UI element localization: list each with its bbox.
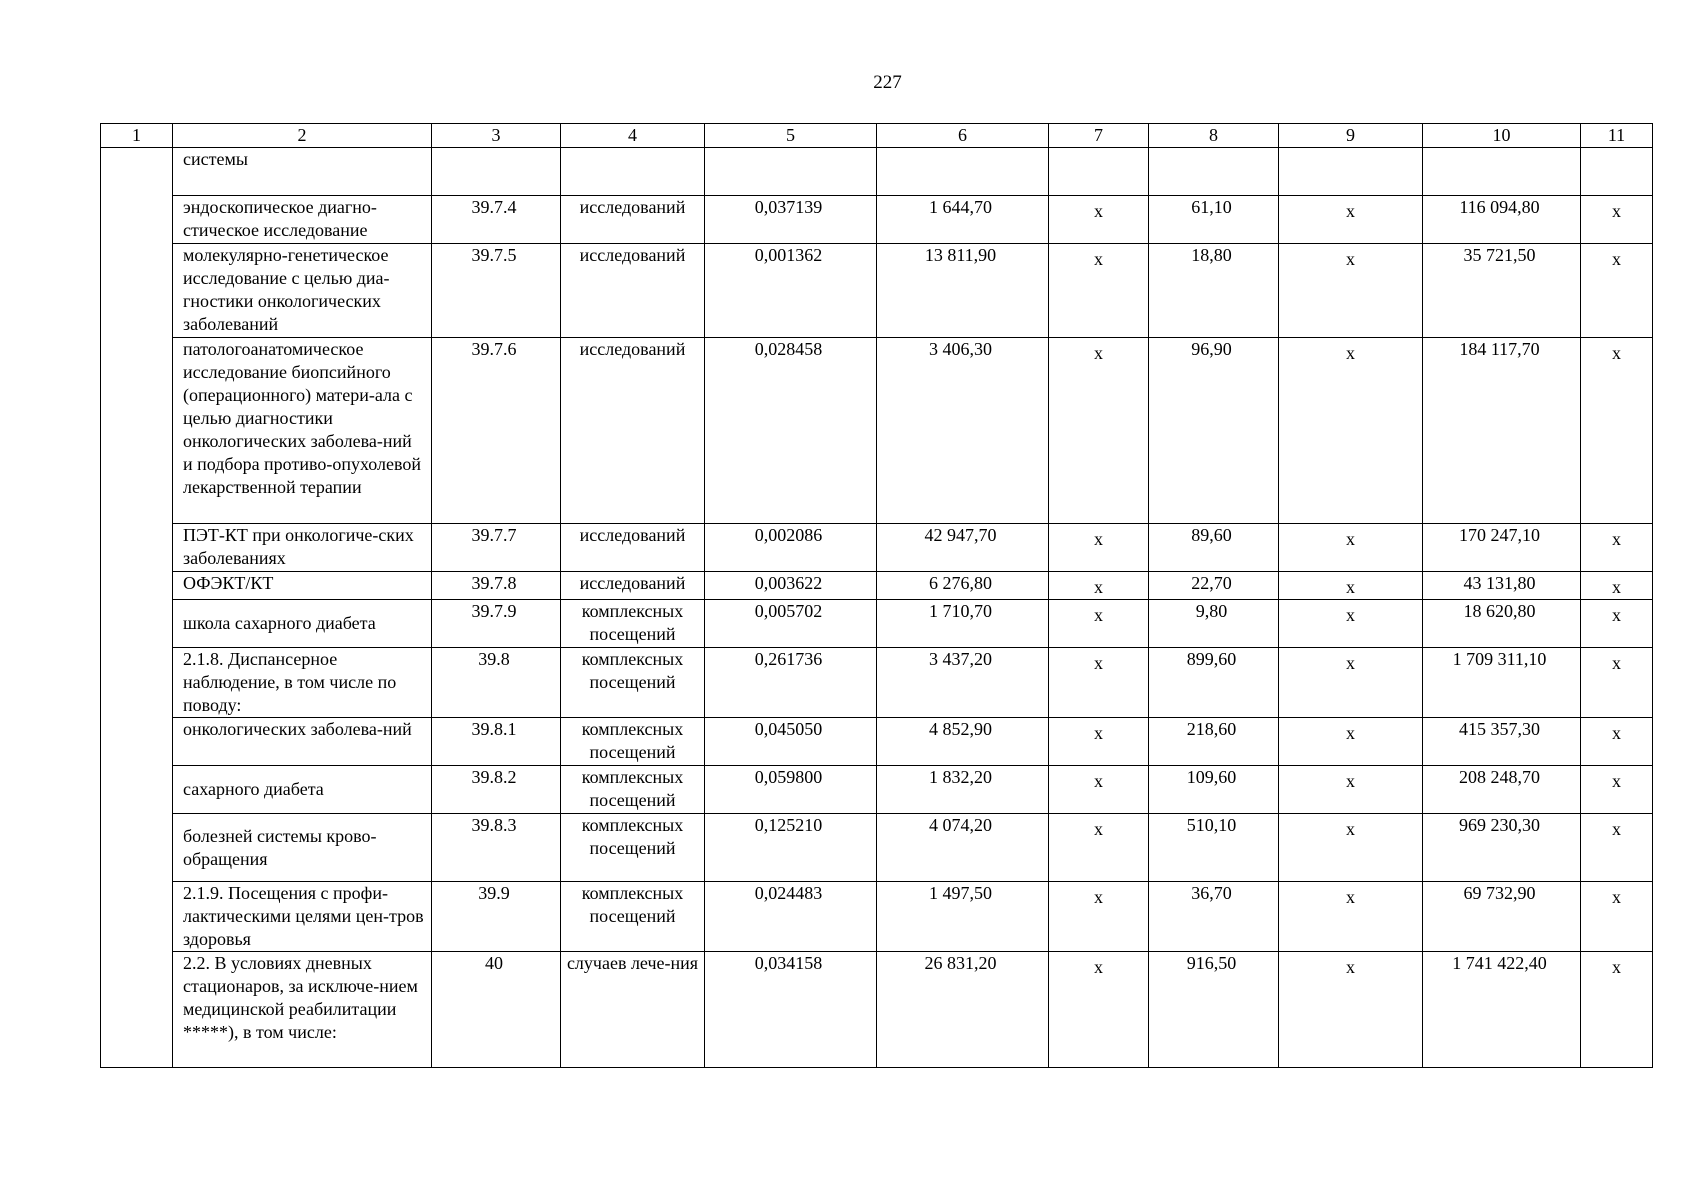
table-row	[101, 524, 1653, 572]
cell-volume	[705, 952, 877, 1068]
cell-col7	[1049, 882, 1149, 952]
cell-name	[173, 572, 432, 600]
cell-volume	[705, 766, 877, 814]
cell-col11-text: х	[1612, 201, 1621, 221]
cell-cost-text: 4 852,90	[929, 719, 992, 739]
cell-volume	[705, 600, 877, 648]
cell-col10-text: 969 230,30	[1459, 815, 1540, 835]
cell-name	[173, 718, 432, 766]
cell-col11	[1581, 524, 1653, 572]
header-row	[101, 124, 1653, 148]
column-header: 5	[705, 124, 877, 148]
cell-volume	[705, 648, 877, 718]
cell-col8	[1149, 572, 1279, 600]
cell-name-text: ОФЭКТ/КТ	[183, 573, 274, 593]
cell-col7-text: х	[1094, 957, 1103, 977]
cell-col11-text: х	[1612, 577, 1621, 597]
cell-col7	[1049, 766, 1149, 814]
cell-col10-text: 184 117,70	[1459, 339, 1540, 359]
cell-col10	[1423, 766, 1581, 814]
cell-col8	[1149, 524, 1279, 572]
column-header: 3	[432, 124, 561, 148]
cell-name	[173, 244, 432, 338]
cell-code	[432, 814, 561, 882]
cell-code-text: 39.7.6	[471, 339, 517, 359]
cell-col10-text: 35 721,50	[1463, 245, 1536, 265]
cell-col7	[1049, 572, 1149, 600]
cell-name	[173, 148, 432, 196]
cell-col9-text: х	[1346, 605, 1355, 625]
table-row	[101, 600, 1653, 648]
cell-col7-text: х	[1094, 249, 1103, 269]
cell-volume	[705, 718, 877, 766]
table-row	[101, 766, 1653, 814]
cell-col9-text: х	[1346, 771, 1355, 791]
cell-col8	[1149, 338, 1279, 524]
cell-volume-text: 0,005702	[754, 601, 823, 621]
cell-code-text: 39.7.4	[471, 197, 517, 217]
cell-unit	[561, 148, 705, 196]
cell-col10-text: 69 732,90	[1463, 883, 1536, 903]
cell-col9	[1279, 882, 1423, 952]
cell-col8-text: 510,10	[1186, 815, 1237, 835]
cell-col9	[1279, 766, 1423, 814]
cell-col10	[1423, 952, 1581, 1068]
cell-col7-text: х	[1094, 577, 1103, 597]
cell-col11	[1581, 766, 1653, 814]
cell-volume	[705, 244, 877, 338]
cell-unit: комплексных посещений	[561, 814, 705, 882]
cell-col1	[101, 814, 173, 882]
cell-col9-text	[1279, 148, 1422, 152]
cell-col7	[1049, 148, 1149, 196]
cell-col7-text: х	[1094, 723, 1103, 743]
cell-cost-text: 1 710,70	[929, 601, 992, 621]
cell-col1	[101, 882, 173, 952]
cell-cost	[877, 572, 1049, 600]
cell-col8	[1149, 600, 1279, 648]
cell-volume-text: 0,028458	[754, 339, 823, 359]
cell-col9-text: х	[1346, 887, 1355, 907]
cell-cost-text: 1 832,20	[929, 767, 992, 787]
cell-cost	[877, 338, 1049, 524]
cell-col11	[1581, 148, 1653, 196]
cell-col10-text: 170 247,10	[1459, 525, 1540, 545]
cell-col10	[1423, 244, 1581, 338]
cell-code	[432, 196, 561, 244]
cell-col10	[1423, 718, 1581, 766]
cell-code	[432, 952, 561, 1068]
cell-unit: исследований	[561, 196, 705, 244]
cell-col11-text: х	[1612, 819, 1621, 839]
cell-col8	[1149, 952, 1279, 1068]
cell-col9	[1279, 952, 1423, 1068]
cell-col8-text: 89,60	[1191, 525, 1232, 545]
cell-col11-text: х	[1612, 529, 1621, 549]
cell-cost	[877, 952, 1049, 1068]
cell-code-text: 39.7.8	[471, 573, 517, 593]
cell-volume-text: 0,037139	[754, 197, 823, 217]
cell-col11-text: х	[1612, 887, 1621, 907]
table-row	[101, 338, 1653, 524]
cell-volume-text: 0,001362	[754, 245, 823, 265]
cell-cost-text: 1 497,50	[929, 883, 992, 903]
cell-volume-text: 0,045050	[754, 719, 823, 739]
cell-col1	[101, 648, 173, 718]
cell-col9	[1279, 524, 1423, 572]
cell-name	[173, 338, 432, 524]
cell-volume	[705, 882, 877, 952]
cell-col9	[1279, 338, 1423, 524]
cell-code-text: 40	[485, 953, 503, 973]
column-header: 2	[173, 124, 432, 148]
cell-col10	[1423, 338, 1581, 524]
cell-unit: комплексных посещений	[561, 648, 705, 718]
table-row	[101, 148, 1653, 196]
cell-name-text: ПЭТ-КТ при онкологиче-ских заболеваниях	[183, 525, 414, 568]
cell-col11-text: х	[1612, 605, 1621, 625]
cell-name-text: эндоскопическое диагно-стическое исследование	[183, 197, 377, 240]
cell-col1	[101, 196, 173, 244]
cell-col7	[1049, 338, 1149, 524]
cell-col11-text: х	[1612, 723, 1621, 743]
cell-name	[173, 882, 432, 952]
cell-cost-text: 13 811,90	[924, 245, 997, 265]
cell-code	[432, 882, 561, 952]
cell-col7	[1049, 952, 1149, 1068]
cell-col8-text: 96,90	[1191, 339, 1232, 359]
cell-volume	[705, 572, 877, 600]
cell-col7	[1049, 196, 1149, 244]
cell-name-text: 2.1.9. Посещения с профи-лактическими целями цен-тров здоровья	[183, 883, 424, 949]
cell-col7	[1049, 648, 1149, 718]
cell-code	[432, 718, 561, 766]
column-header: 10	[1423, 124, 1581, 148]
cell-name-text: молекулярно-генетическое исследование с целью диа-гностики онкологических заболеваний	[183, 245, 390, 334]
cell-col10	[1423, 648, 1581, 718]
cell-code	[432, 600, 561, 648]
cell-col1	[101, 148, 173, 196]
cell-col11	[1581, 338, 1653, 524]
table-row	[101, 952, 1653, 1068]
data-table	[100, 123, 1653, 1068]
cell-col7-text: х	[1094, 653, 1103, 673]
cell-col7-text: х	[1094, 343, 1103, 363]
cell-col11-text	[1581, 148, 1652, 152]
cell-col10	[1423, 148, 1581, 196]
table-row	[101, 244, 1653, 338]
cell-col8-text: 9,80	[1195, 601, 1228, 621]
cell-col9	[1279, 148, 1423, 196]
cell-cost	[877, 718, 1049, 766]
cell-unit: исследований	[561, 572, 705, 600]
cell-col1	[101, 572, 173, 600]
cell-col9	[1279, 600, 1423, 648]
cell-col7	[1049, 524, 1149, 572]
cell-col1	[101, 718, 173, 766]
cell-col1	[101, 952, 173, 1068]
cell-name	[173, 766, 432, 814]
cell-col9-text: х	[1346, 577, 1355, 597]
cell-col11-text: х	[1612, 771, 1621, 791]
cell-col7	[1049, 814, 1149, 882]
cell-col8-text: 18,80	[1191, 245, 1232, 265]
cell-col7-text: х	[1094, 771, 1103, 791]
cell-unit: случаев лече-ния	[561, 952, 705, 1068]
cell-cost	[877, 882, 1049, 952]
cell-col8-text: 899,60	[1186, 649, 1237, 669]
cell-col9-text: х	[1346, 957, 1355, 977]
cell-cost	[877, 600, 1049, 648]
cell-name	[173, 814, 432, 882]
cell-col10	[1423, 882, 1581, 952]
table-row	[101, 648, 1653, 718]
cell-col8-text: 218,60	[1186, 719, 1237, 739]
cell-col9	[1279, 814, 1423, 882]
cell-col7	[1049, 718, 1149, 766]
cell-col9-text: х	[1346, 723, 1355, 743]
cell-col11	[1581, 244, 1653, 338]
cell-cost	[877, 148, 1049, 196]
cell-col11	[1581, 196, 1653, 244]
cell-col10-text: 116 094,80	[1459, 197, 1540, 217]
cell-col7-text	[1049, 148, 1148, 152]
cell-cost-text: 1 644,70	[929, 197, 992, 217]
cell-volume	[705, 338, 877, 524]
cell-col10	[1423, 572, 1581, 600]
cell-col1	[101, 524, 173, 572]
cell-name	[173, 524, 432, 572]
column-header: 1	[101, 124, 173, 148]
cell-code-text: 39.8.3	[471, 815, 517, 835]
cell-code	[432, 338, 561, 524]
cell-col7-text: х	[1094, 819, 1103, 839]
cell-cost-text: 3 437,20	[929, 649, 992, 669]
cell-col8	[1149, 718, 1279, 766]
cell-col8-text: 22,70	[1191, 573, 1232, 593]
table-row	[101, 718, 1653, 766]
cell-col10-text: 18 620,80	[1463, 601, 1536, 621]
cell-code-text: 39.8.2	[471, 767, 517, 787]
cell-volume-text: 0,003622	[754, 573, 823, 593]
cell-col7-text: х	[1094, 605, 1103, 625]
cell-code	[432, 524, 561, 572]
cell-cost	[877, 766, 1049, 814]
page-number: 227	[873, 72, 902, 93]
cell-col9-text: х	[1346, 201, 1355, 221]
cell-cost-text: 26 831,20	[924, 953, 997, 973]
cell-col8	[1149, 244, 1279, 338]
column-header: 11	[1581, 124, 1653, 148]
cell-col11	[1581, 952, 1653, 1068]
cell-cost-text: 3 406,30	[929, 339, 992, 359]
cell-col9	[1279, 718, 1423, 766]
cell-col9	[1279, 244, 1423, 338]
cell-col8	[1149, 766, 1279, 814]
cell-col9	[1279, 196, 1423, 244]
cell-col11-text: х	[1612, 957, 1621, 977]
cell-volume-text: 0,024483	[754, 883, 823, 903]
cell-col9-text: х	[1346, 819, 1355, 839]
cell-col9	[1279, 648, 1423, 718]
table-row	[101, 572, 1653, 600]
cell-name	[173, 648, 432, 718]
cell-code-text: 39.8	[478, 649, 510, 669]
cell-volume-text: 0,002086	[754, 525, 823, 545]
cell-col8	[1149, 882, 1279, 952]
cell-unit: исследований	[561, 244, 705, 338]
column-header: 8	[1149, 124, 1279, 148]
cell-col8	[1149, 196, 1279, 244]
cell-name-text: онкологических заболева-ний	[183, 719, 412, 739]
cell-col11	[1581, 718, 1653, 766]
cell-cost-text: 6 276,80	[929, 573, 992, 593]
cell-col9	[1279, 572, 1423, 600]
cell-col1	[101, 338, 173, 524]
cell-col7	[1049, 244, 1149, 338]
cell-col9-text: х	[1346, 653, 1355, 673]
cell-col11-text: х	[1612, 653, 1621, 673]
cell-col11-text: х	[1612, 249, 1621, 269]
column-header: 4	[561, 124, 705, 148]
cell-col1	[101, 244, 173, 338]
cell-unit: исследований	[561, 338, 705, 524]
cell-name-text: системы	[183, 149, 248, 169]
cell-cost	[877, 814, 1049, 882]
cell-col7	[1049, 600, 1149, 648]
cell-col11	[1581, 814, 1653, 882]
cell-name-text: патологоанатомическое исследование биопсийного (операционного) матери-ала с целью диагностики онкологических заболева-ний и подбора противо-опухолевой лекарственной терапии	[183, 339, 422, 497]
cell-col8	[1149, 648, 1279, 718]
cell-name-text: болезней системы крово-обращения	[183, 825, 377, 869]
cell-col1	[101, 600, 173, 648]
cell-col7-text: х	[1094, 201, 1103, 221]
cell-name-text: сахарного диабета	[183, 779, 324, 799]
cell-code-text: 39.7.5	[471, 245, 517, 265]
cell-name	[173, 196, 432, 244]
cell-col8-text: 916,50	[1186, 953, 1237, 973]
cell-volume	[705, 814, 877, 882]
cell-col10	[1423, 814, 1581, 882]
cell-col10-text: 415 357,30	[1459, 719, 1540, 739]
cell-col10	[1423, 524, 1581, 572]
cell-col9-text: х	[1346, 249, 1355, 269]
cell-name-text: 2.1.8. Диспансерное наблюдение, в том числе по поводу:	[183, 649, 397, 715]
cell-volume	[705, 148, 877, 196]
cell-col8-text: 61,10	[1191, 197, 1232, 217]
table-row	[101, 814, 1653, 882]
cell-col11	[1581, 572, 1653, 600]
cell-cost	[877, 524, 1049, 572]
cell-code	[432, 648, 561, 718]
cell-name-text: школа сахарного диабета	[183, 613, 376, 633]
cell-unit: комплексных посещений	[561, 718, 705, 766]
cell-col10-text: 208 248,70	[1459, 767, 1540, 787]
cell-col8-text: 109,60	[1186, 767, 1237, 787]
cell-cost	[877, 244, 1049, 338]
cell-name	[173, 600, 432, 648]
cell-volume-text: 0,261736	[754, 649, 823, 669]
cell-col7-text: х	[1094, 529, 1103, 549]
cell-col10-text: 1 709 311,10	[1452, 649, 1547, 669]
cell-col11	[1581, 882, 1653, 952]
cell-col8-text: 36,70	[1191, 883, 1232, 903]
cell-col11	[1581, 648, 1653, 718]
column-header: 7	[1049, 124, 1149, 148]
cell-code-text: 39.7.9	[471, 601, 517, 621]
cell-code-text: 39.7.7	[471, 525, 517, 545]
cell-unit: исследований	[561, 524, 705, 572]
cell-col9-text: х	[1346, 343, 1355, 363]
cell-cost	[877, 196, 1049, 244]
cell-col11-text: х	[1612, 343, 1621, 363]
cell-col10-text: 43 131,80	[1463, 573, 1536, 593]
table-row	[101, 196, 1653, 244]
cell-code-text: 39.8.1	[471, 719, 517, 739]
cell-col9-text: х	[1346, 529, 1355, 549]
cell-unit: комплексных посещений	[561, 882, 705, 952]
cell-code	[432, 148, 561, 196]
cell-cost-text: 42 947,70	[924, 525, 997, 545]
column-header: 6	[877, 124, 1049, 148]
cell-col1	[101, 766, 173, 814]
cell-name	[173, 952, 432, 1068]
cell-code-text: 39.9	[478, 883, 510, 903]
column-header: 9	[1279, 124, 1423, 148]
cell-col10	[1423, 196, 1581, 244]
cell-name-text: 2.2. В условиях дневных стационаров, за исключе-нием медицинской реабилитации *****), в том числе:	[183, 953, 418, 1042]
cell-volume-text: 0,059800	[754, 767, 823, 787]
cell-col11	[1581, 600, 1653, 648]
cell-code	[432, 766, 561, 814]
cell-unit: комплексных посещений	[561, 766, 705, 814]
cell-col8	[1149, 814, 1279, 882]
cell-unit: комплексных посещений	[561, 600, 705, 648]
cell-cost	[877, 648, 1049, 718]
cell-col10	[1423, 600, 1581, 648]
cell-cost-text: 4 074,20	[929, 815, 992, 835]
cell-col10-text: 1 741 422,40	[1452, 953, 1547, 973]
cell-code	[432, 572, 561, 600]
cell-volume	[705, 196, 877, 244]
cell-code	[432, 244, 561, 338]
cell-col7-text: х	[1094, 887, 1103, 907]
table-row	[101, 882, 1653, 952]
cell-col8	[1149, 148, 1279, 196]
cell-volume-text: 0,034158	[754, 953, 823, 973]
cell-volume-text: 0,125210	[754, 815, 823, 835]
cell-volume	[705, 524, 877, 572]
